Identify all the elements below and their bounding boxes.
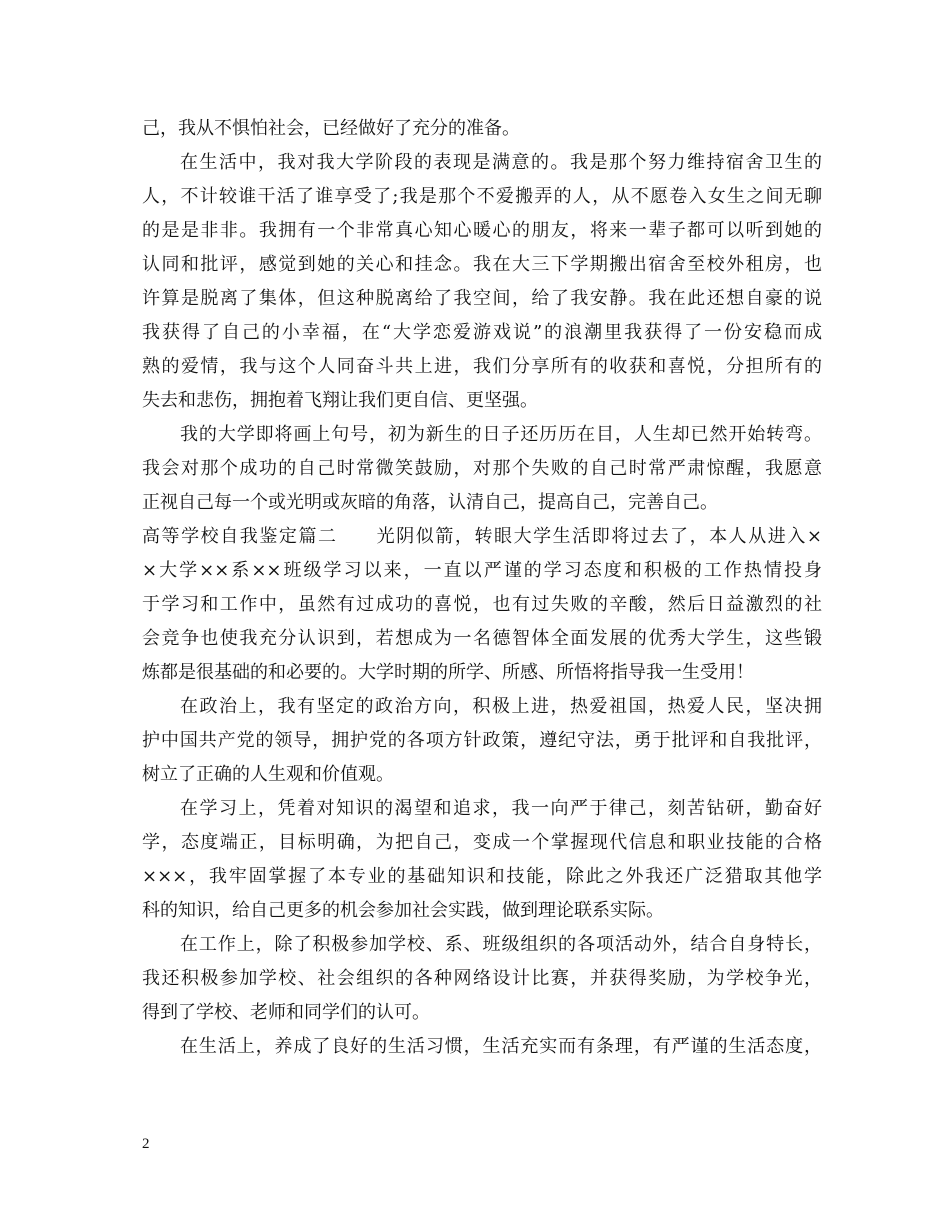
text-line: 于学习和工作中，虽然有过成功的喜悦，也有过失败的辛酸，然后日益激烈的社 <box>142 594 822 615</box>
text-line: 学，态度端正，目标明确，为把自己，变成一个掌握现代信息和职业技能的合格 <box>142 832 822 853</box>
text-line: 认同和批评，感觉到她的关心和挂念。我在大三下学期搬出宿舍至校外租房，也 <box>142 254 822 275</box>
text-line: 熟的爱情，我与这个人同奋斗共上进，我们分享所有的收获和喜悦，分担所有的 <box>142 356 822 377</box>
section-heading-line: 高等学校自我鉴定篇二 光阴似箭，转眼大学生活即将过去了，本人从进入× <box>142 526 822 547</box>
text-line: 正视自己每一个或光明或灰暗的角落，认清自己，提高自己，完善自己。 <box>142 492 718 513</box>
text-line: 己，我从不惧怕社会，已经做好了充分的准备。 <box>142 118 520 139</box>
text-line: 科的知识，给自己更多的机会参加社会实践，做到理论联系实际。 <box>142 900 664 921</box>
text-line: 会竞争也使我充分认识到，若想成为一名德智体全面发展的优秀大学生，这些锻 <box>142 628 822 649</box>
text-line: 我还积极参加学校、社会组织的各种网络设计比赛，并获得奖励，为学校争光， <box>142 968 822 989</box>
paragraph-start: 在政治上，我有坚定的政治方向，积极上进，热爱祖国，热爱人民，坚决拥 <box>180 696 822 717</box>
text-line: 的是是非非。我拥有一个非常真心知心暖心的朋友，将来一辈子都可以听到她的 <box>142 220 822 241</box>
text-line: ×××，我牢固掌握了本专业的基础知识和技能，除此之外我还广泛猎取其他学 <box>142 866 822 887</box>
text-line: 我会对那个成功的自己时常微笑鼓励，对那个失败的自己时常严肃惊醒，我愿意 <box>142 458 822 479</box>
text-line: 炼都是很基础的和必要的。大学时期的所学、所感、所悟将指导我一生受用！ <box>142 662 754 683</box>
text-line: 人，不计较谁干活了谁享受了;我是那个不爱搬弄的人，从不愿卷入女生之间无聊 <box>142 186 822 207</box>
paragraph-start: 在学习上，凭着对知识的渴望和追求，我一向严于律己，刻苦钻研，勤奋好 <box>180 798 822 819</box>
paragraph-start: 在生活上，养成了良好的生活习惯，生活充实而有条理，有严谨的生活态度， <box>180 1036 822 1057</box>
text-line: 得到了学校、老师和同学们的认可。 <box>142 1002 430 1023</box>
page-number: 2 <box>142 1136 150 1152</box>
text-line: 失去和悲伤，拥抱着飞翔让我们更自信、更坚强。 <box>142 390 538 411</box>
text-line: ×大学××系××班级学习以来，一直以严谨的学习态度和积极的工作热情投身 <box>142 560 822 581</box>
paragraph-start: 在生活中，我对我大学阶段的表现是满意的。我是那个努力维持宿舍卫生的 <box>180 152 822 173</box>
text-line: 许算是脱离了集体，但这种脱离给了我空间，给了我安静。我在此还想自豪的说 <box>142 288 822 309</box>
paragraph-start: 我的大学即将画上句号，初为新生的日子还历历在目，人生却已然开始转弯。 <box>180 424 822 445</box>
text-line: 树立了正确的人生观和价值观。 <box>142 764 394 785</box>
text-line: 护中国共产党的领导，拥护党的各项方针政策，遵纪守法，勇于批评和自我批评， <box>142 730 822 751</box>
text-line: 我获得了自己的小幸福，在“大学恋爱游戏说”的浪潮里我获得了一份安稳而成 <box>142 322 822 343</box>
paragraph-start: 在工作上，除了积极参加学校、系、班级组织的各项活动外，结合自身特长， <box>180 934 822 955</box>
